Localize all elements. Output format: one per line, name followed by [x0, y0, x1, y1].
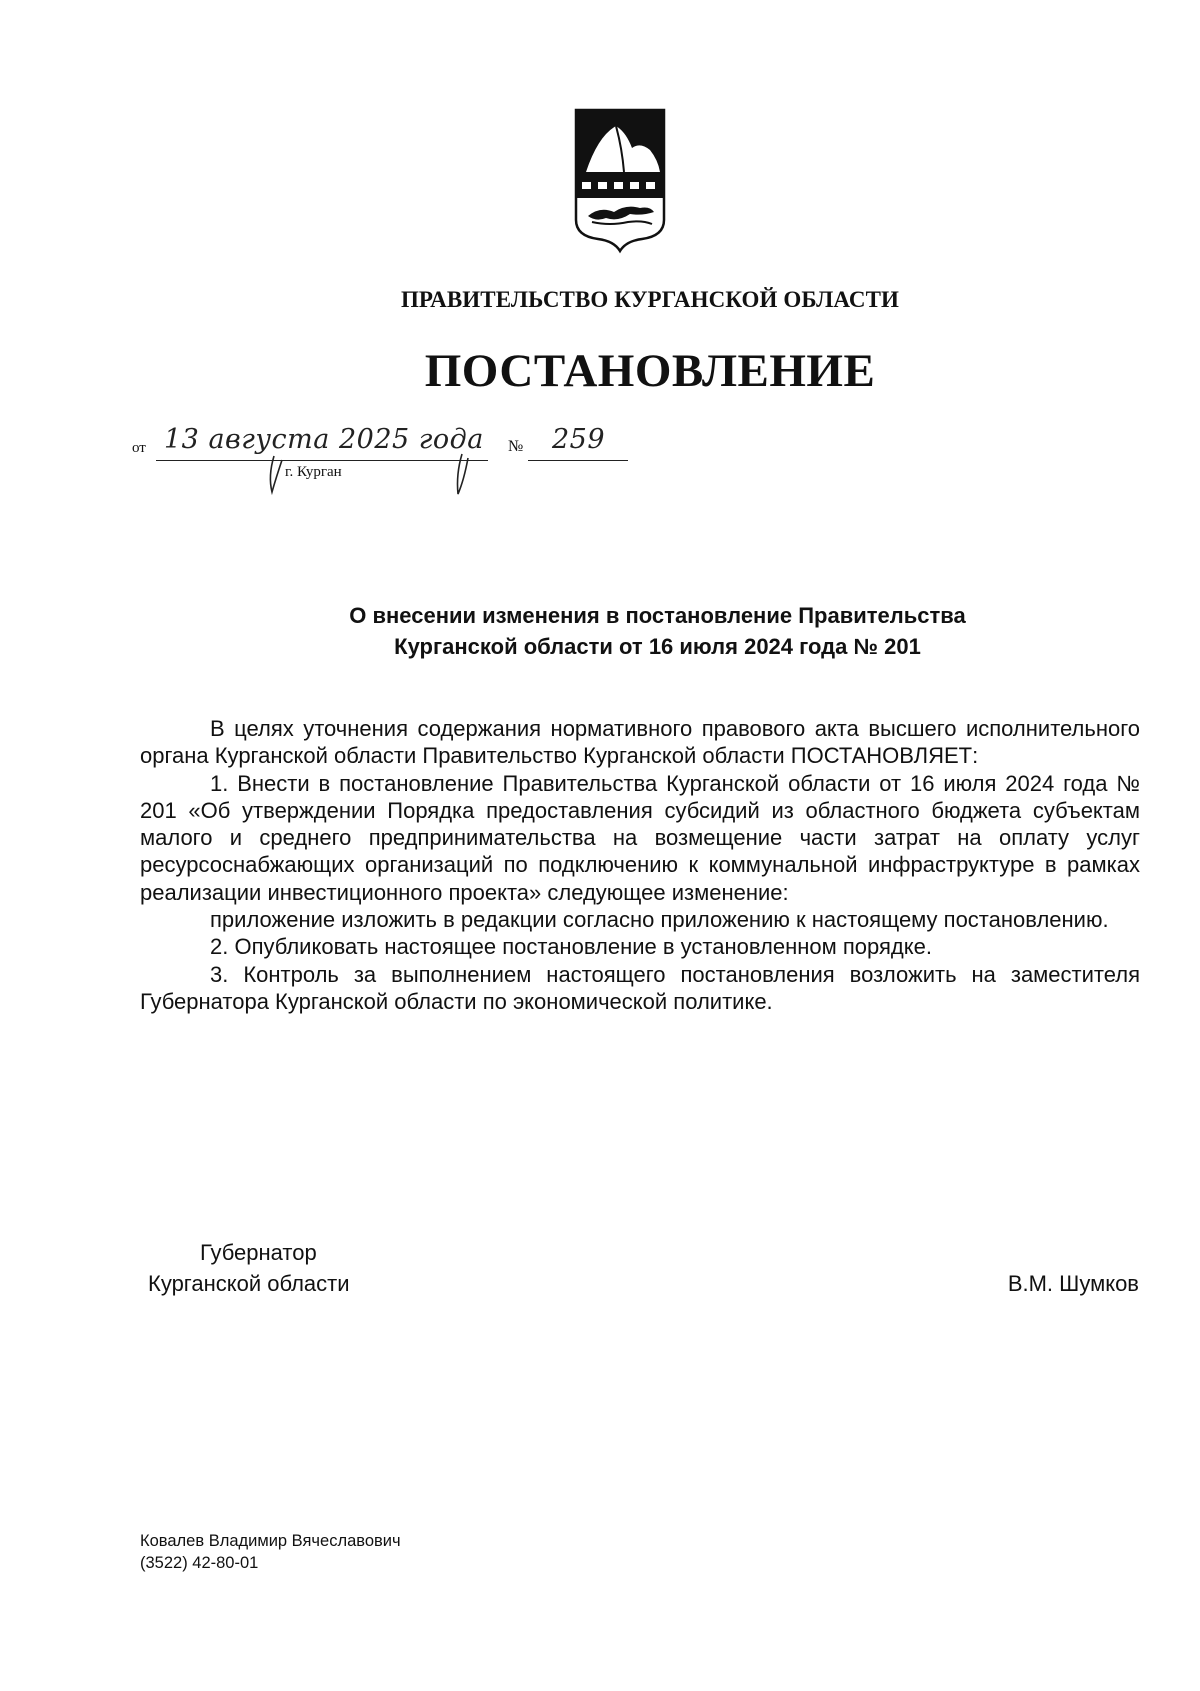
body-paragraph: приложение изложить в редакции согласно приложению к настоящему постановлению.: [210, 907, 1109, 933]
date-number-line: [132, 424, 652, 508]
document-body: [140, 715, 1140, 1015]
handwriting-flourish: [132, 428, 652, 508]
executor-name: Ковалев Владимир Вячеславович: [140, 1532, 401, 1550]
issuing-authority: ПРАВИТЕЛЬСТВО КУРГАНСКОЙ ОБЛАСТИ: [400, 287, 900, 312]
subject-line: Курганской области от 16 июля 2024 года № 201: [394, 634, 921, 659]
executor-phone: (3522) 42-80-01: [140, 1554, 259, 1572]
document-type-title: ПОСТАНОВЛЕНИЕ: [424, 345, 876, 397]
body-paragraph: 2. Опубликовать настоящее постановление в установленном порядке.: [210, 934, 932, 960]
handwritten-date: 13 августа 2025 года: [164, 424, 484, 455]
signer-position-line: Губернатор: [200, 1240, 317, 1265]
handwritten-number: 259: [552, 424, 606, 455]
signer-name: В.М. Шумков: [1007, 1271, 1139, 1296]
body-paragraph: 1. Внести в постановление Правительства Курганской области от 16 июля 2024 года № 201 «Об утверждении Порядка предоставления субсидий из областного бюджета субъектам малого и среднего предпринимательства на возмещение части затрат на оплату услуг ресурсоснабжающих организаций по подключению к коммунальной инфраструктуре в рамках реализации инвестиционного проекта» следующее изменение:: [140, 770, 1140, 905]
signer-position: [148, 1237, 350, 1299]
executor-contact: [140, 1530, 401, 1574]
city-label: г. Курган: [285, 464, 342, 480]
number-sign: №: [508, 438, 524, 455]
date-prefix: от: [132, 440, 146, 456]
document-subject: [140, 600, 1140, 662]
signer-position-line: Курганской области: [148, 1271, 350, 1296]
body-paragraph: В целях уточнения содержания нормативного правового акта высшего исполнительного органа Курганской области Правительство Курганской области ПОСТАНОВЛЯЕТ:: [140, 716, 1140, 769]
subject-line: О внесении изменения в постановление Правительства: [349, 603, 966, 628]
body-paragraph: 3. Контроль за выполнением настоящего постановления возложить на заместителя Губернатора Курганской области по экономической политике.: [140, 961, 1140, 1014]
coat-of-arms-icon: [570, 108, 670, 254]
